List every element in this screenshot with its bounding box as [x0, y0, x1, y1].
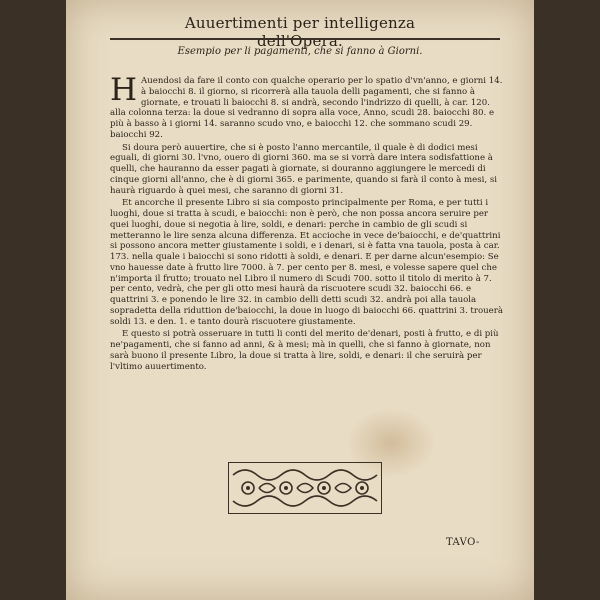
- paragraph-3: Et ancorche il presente Libro si sia composto principalmente per Roma, e per tutti i luoghi, doue si tratta à scudi, e baiocchi: non è però, che non possa ancora seruire per quei luoghi, doue si negotia à lire, soldi, e denari: perche in cambio de gli scudi si metteranno le lire senza alcuna differenza. Et accioche in vece de'baiocchi, e de'quattrini si possono ancora metter giustamente i soldi, e i denari, si è fatta vna tauola, posta à car. 173. nella quale i baiocchi si sono ridotti à soldi, e denari. E per darne alcun'esempio: Se vno hauesse date à frutto lire 7000. à 7. per cento per 8. mesi, e volesse sapere quel che n'importa il frutto; trouato nel Libro il numero di Scudi 700. sotto il titolo di merito à 7. per cento, vedrà, che per gli otto mesi haurà da riscuotere scudi 32. baiocchi 66. e quattrini 3. e ponendo le lire 32. in cambio delli detti scudi 32. andrà poi alla tauola sopradetta della riduttion de'baiocchi, la doue in luogo di baiocchi 66. quattrini 3. trouerà soldi 13. e den. 1. e tanto dourà riscuotere giustamente.: [110, 198, 503, 327]
- catchword: TAVO-: [446, 537, 480, 548]
- paragraph-1-text: Auendosi da fare il conto con qualche operario per lo spatio d'vn'anno, e giorni 14. à baiocchi 8. il giorno, si ricorrerà alla tauola delli pagamenti, che si fanno à giornate, e trouati li baiocchi 8. si andrà, secondo l'indrizzo di quelli, à car. 120. alla colonna terza: la doue si vedranno di sopra alla voce, Anno, scudi 28. baiocchi 80. e più à basso à i giorni 14. saranno scudo vno, e baiocchi 12. che sommano scudi 29. baiocchi 92.: [110, 76, 503, 140]
- section-subtitle: Esempio per li pagamenti, che si fanno à Giorni.: [177, 46, 423, 57]
- header-rule: [110, 38, 500, 40]
- paragraph-2: Si doura però auuertire, che si è posto l'anno mercantile, il quale è di dodici mesi eguali, di giorni 30. l'vno, ouero di giorni 360. ma se si vorrà dare intera sodisfattione à quelli, che hauranno da esser pagati à giornate, si douranno aggiungere le mercedi di cinque giorni all'anno, che è di giorni 365. e parimente, quando si farà il conto à mesi, si haurà riguardo à quei mesi, che saranno di giorni 31.: [110, 142, 497, 196]
- printer-ornament: [228, 462, 382, 514]
- drop-cap: H: [110, 72, 138, 108]
- paragraph-1: [110, 72, 504, 141]
- book-page: [66, 0, 534, 600]
- body-text: [110, 72, 504, 374]
- paragraph-4: E questo si potrà osseruare in tutti li conti del merito de'denari, posti à frutto, e di più ne'pagamenti, che si fanno ad anni, & à mesi; mà in quelli, che si fanno à giornate, non sarà buono il presente Libro, la doue si tratta à lire, soldi, e denari: il che seruirà per l'vltimo auuertimento.: [110, 329, 499, 372]
- page-header: Auuertimenti per intelligenza dell'Opera.: [184, 14, 416, 50]
